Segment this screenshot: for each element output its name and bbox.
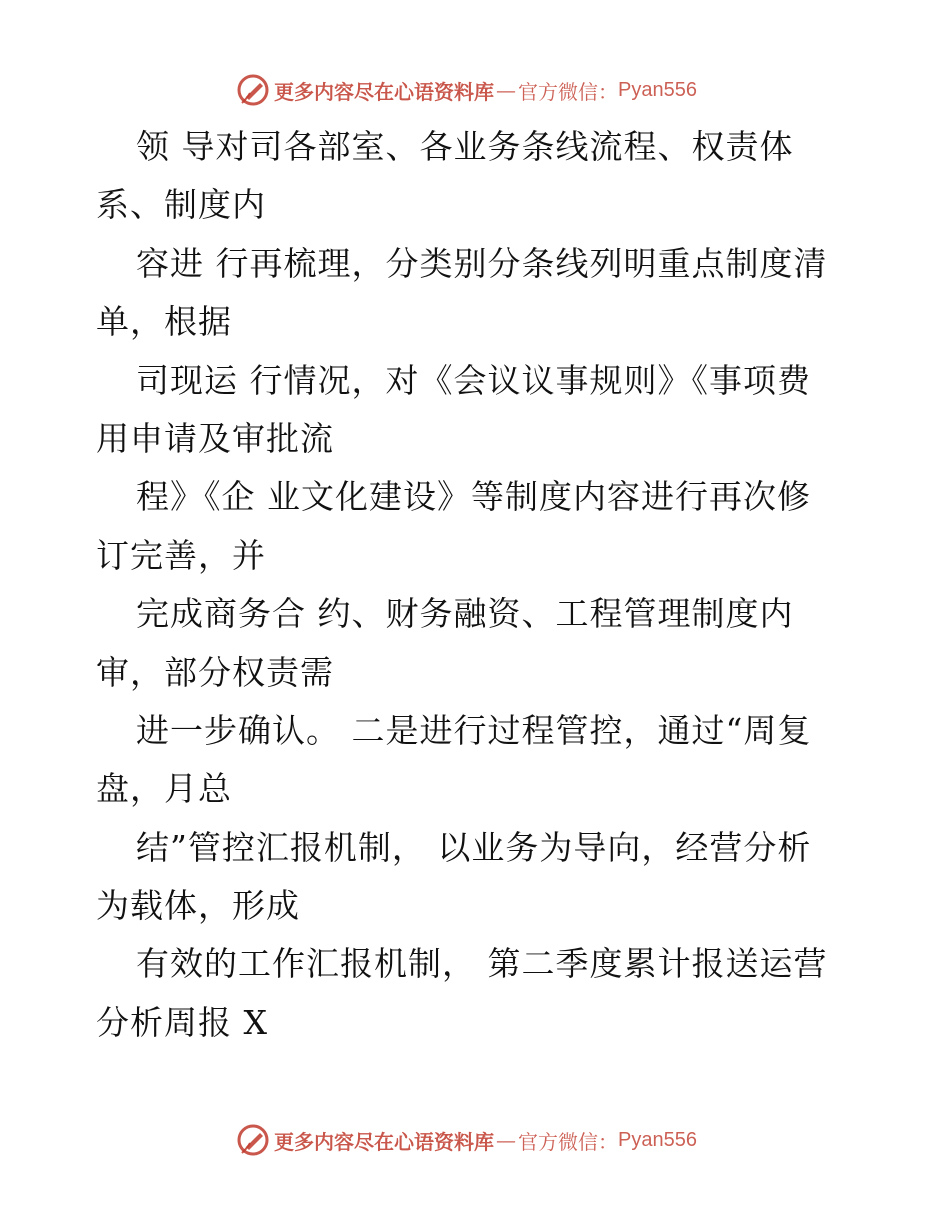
banner-sub-text: 官方微信： (518, 79, 618, 104)
text-line: 订完善，并 (96, 535, 266, 575)
text-line: 结”管控汇报机制， 以业务为导向，经营分析 (136, 827, 812, 867)
text-line: 程》《企 业文化建设》等制度内容进行再次修 (136, 477, 811, 517)
text-line: 审，部分权责需 (96, 652, 334, 692)
banner-dash: — (496, 78, 516, 102)
text-line: 用申请及审批流 (96, 418, 334, 458)
document-body (96, 118, 836, 1052)
banner-wechat-id: Pyan556 (618, 1128, 697, 1151)
banner-main-text: 更多内容尽在心语资料库 (274, 79, 494, 104)
text-line: 盘，月总 (96, 769, 232, 809)
banner-main-text: 更多内容尽在心语资料库 (274, 1129, 494, 1154)
text-line: 进一步确认。 二是进行过程管控，通过“周复 (136, 710, 812, 750)
pen-logo-icon (236, 1123, 270, 1157)
banner-dash: — (496, 1128, 516, 1152)
footer-watermark-banner (236, 1122, 697, 1158)
header-watermark-banner (236, 72, 697, 108)
banner-sub-text: 官方微信： (518, 1129, 618, 1154)
text-line: 有效的工作汇报机制， 第二季度累计报送运营 (136, 944, 828, 984)
text-line: 司现运 行情况，对《会议议事规则》《事项费 (136, 360, 811, 400)
text-line: 完成商务合 约、财务融资、工程管理制度内 (136, 594, 794, 634)
banner-wechat-id: Pyan556 (618, 78, 697, 101)
text-line: 系、制度内 (96, 185, 266, 225)
text-line: 分析周报 X (96, 1002, 268, 1042)
text-line: 领 导对司各部室、各业务条线流程、权责体 (136, 127, 794, 166)
pen-logo-icon (236, 73, 270, 107)
text-line: 容进 行再梳理，分类别分条线列明重点制度清 (136, 243, 828, 283)
text-line: 为载体，形成 (96, 886, 300, 926)
text-line: 单，根据 (96, 302, 232, 342)
